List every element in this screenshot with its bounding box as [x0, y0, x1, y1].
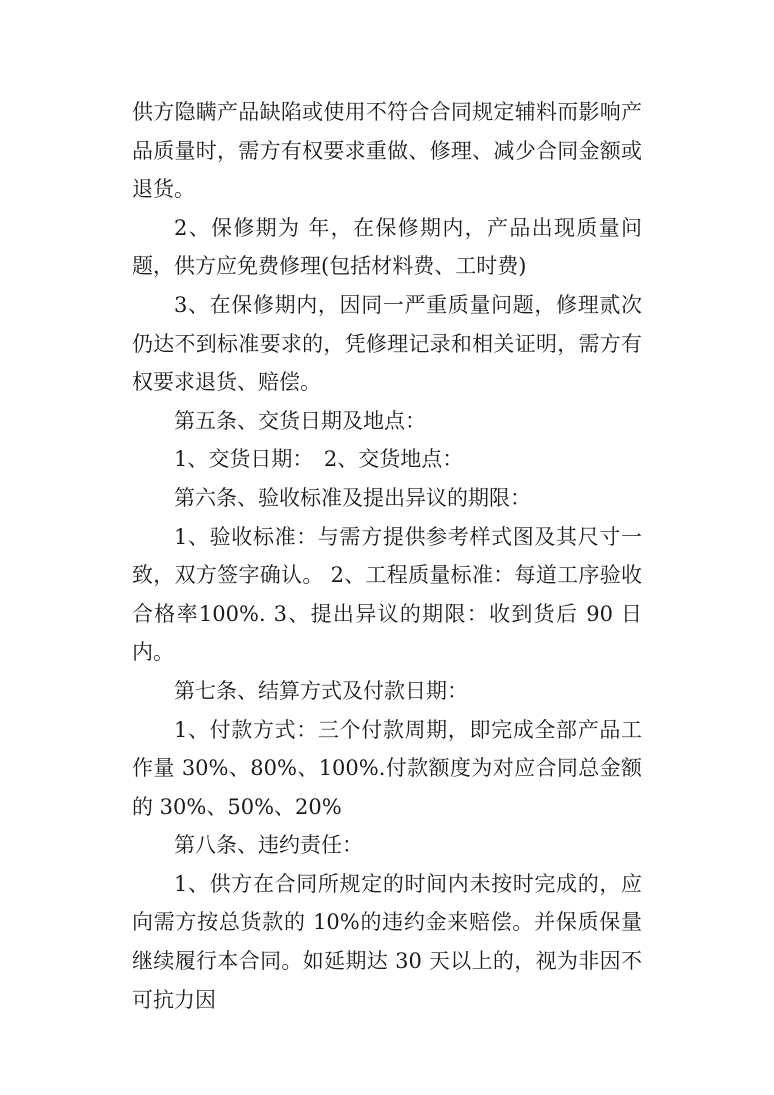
- paragraph-breach: 1、供方在合同所规定的时间内未按时完成的，应向需方按总货款的 10%的违约金来赔偿。并保质保量继续履行本合同。如延期达 30 天以上的，视为非因不可抗力因: [132, 871, 642, 1012]
- paragraph-acceptance: 1、验收标准：与需方提供参考样式图及其尺寸一致，双方签字确认。 2、工程质量标准：每道工序验收合格率100%. 3、提出异议的期限：收到货后 90 日内。: [132, 524, 642, 665]
- heading-article-6: 第六条、验收标准及提出异议的期限：: [174, 485, 531, 510]
- heading-article-7: 第七条、结算方式及付款日期：: [174, 678, 468, 703]
- paragraph-warranty-period: 2、保修期为 年，在保修期内，产品出现质量问题，供方应免费修理(包括材料费、工时费): [132, 215, 642, 279]
- heading-article-5: 第五条、交货日期及地点：: [174, 408, 426, 433]
- paragraph-warranty-return: 3、在保修期内，因同一严重质量问题，修理贰次仍达不到标准要求的，凭修理记录和相关证明，需方有权要求退货、赔偿。: [132, 292, 642, 395]
- paragraph-payment: 1、付款方式：三个付款周期，即完成全部产品工作量 30%、80%、100%.付款额度为对应合同总金额的 30%、50%、20%: [132, 717, 642, 819]
- paragraph-delivery: 1、交货日期： 2、交货地点：: [174, 447, 464, 472]
- heading-article-8: 第八条、违约责任：: [174, 833, 363, 858]
- paragraph-defects: 供方隐瞒产品缺陷或使用不符合合同规定辅料而影响产品质量时，需方有权要求重做、修理、减少合同金额或退货。: [132, 100, 642, 202]
